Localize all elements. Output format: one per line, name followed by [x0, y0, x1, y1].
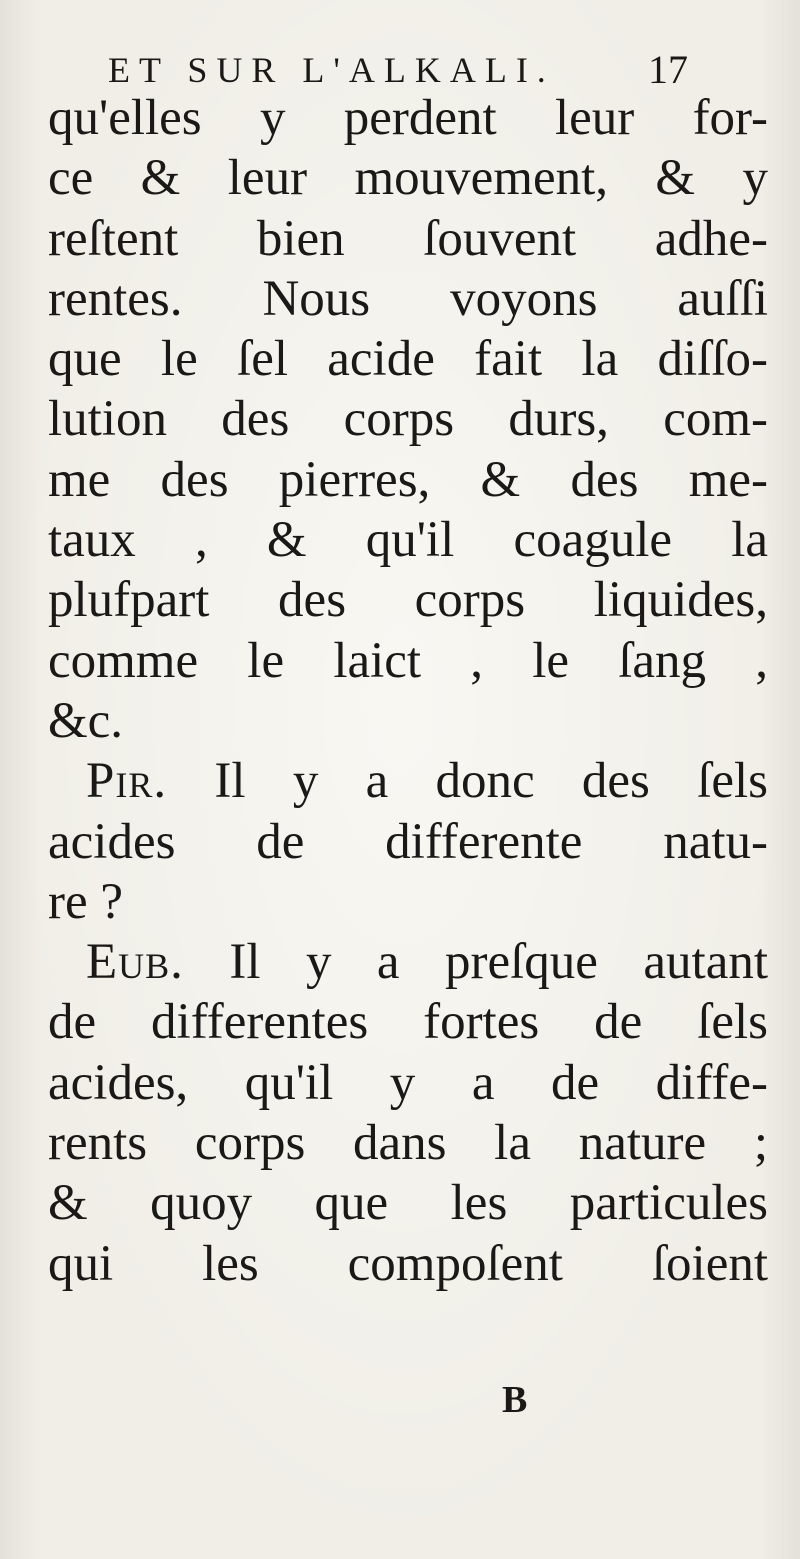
text-line: de differentes fortes de ſels — [48, 994, 768, 1051]
page-number: 17 — [648, 47, 688, 92]
dialogue-text: Il y a donc des ſels — [167, 753, 768, 810]
text-line: &c. — [48, 692, 124, 749]
text-line: plufpart des corps liquides, — [48, 572, 768, 629]
dialogue-line — [48, 751, 768, 811]
signature-mark: B — [502, 1379, 528, 1421]
text-line: acides, qu'il y a de diffe- — [48, 1054, 768, 1111]
dialogue-text: Il y a preſque autant — [183, 934, 768, 991]
body-text — [48, 88, 768, 1294]
text-line: comme le laict , le ſang , — [48, 632, 768, 689]
text-line: reſtent bien ſouvent adhe- — [48, 210, 768, 267]
text-line: rents corps dans la nature ; — [48, 1115, 768, 1172]
text-line: que le ſel acide fait la diſſo- — [48, 331, 768, 388]
text-line: lution des corps durs, com- — [48, 391, 768, 448]
running-head: ET SUR L'ALKALI. — [108, 50, 555, 90]
text-line: acides de differente natu- — [48, 813, 768, 870]
text-line: taux , & qu'il coagule la — [48, 512, 768, 569]
speaker-name: Eub. — [86, 934, 184, 991]
text-line: me des pierres, & des me- — [48, 451, 768, 508]
speaker-name: Pir. — [86, 753, 168, 810]
text-line: qu'elles y perdent leur for- — [48, 90, 768, 146]
text-line: & quoy que les particules — [48, 1175, 768, 1232]
text-line: qui les compoſent ſoient — [48, 1235, 768, 1292]
dialogue-line — [48, 932, 768, 992]
text-line: rentes. Nous voyons auſſi — [48, 270, 768, 327]
text-line: ce & leur mouvement, & y — [48, 150, 768, 207]
text-line: re ? — [48, 873, 124, 930]
